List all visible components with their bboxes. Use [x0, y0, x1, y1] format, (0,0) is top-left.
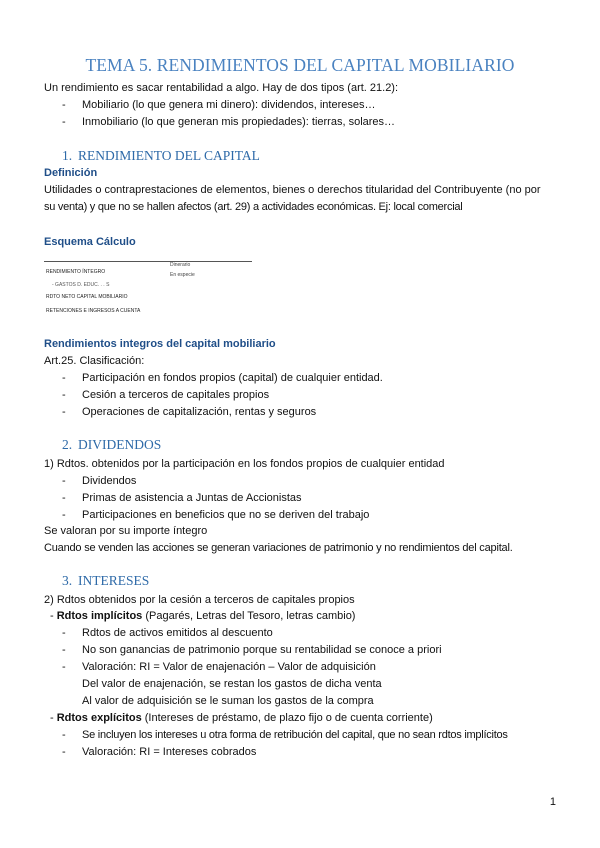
list-item — [62, 660, 376, 674]
section-heading-text: DIVIDENDOS — [78, 437, 162, 452]
paragraph: 2) Rdtos obtenidos por la cesión a terceros de capitales propios — [44, 594, 355, 606]
paragraph: Cuando se venden las acciones se generan variaciones de patrimonio y no rendimientos del capital. — [44, 542, 513, 554]
explicit-desc: (Intereses de préstamo, de plazo fijo o de cuenta corriente) — [141, 712, 433, 724]
list-item — [62, 98, 375, 112]
list-item-text: Inmobiliario (lo que generan mis propiedades): tierras, solares… — [82, 116, 396, 128]
bullet-dash: - — [62, 389, 66, 401]
schema-row: RENDIMIENTO ÍNTEGRO — [46, 269, 106, 275]
schema-note: En especie — [170, 272, 195, 278]
bullet-dash: - — [62, 406, 66, 418]
bullet-dash: - — [50, 610, 57, 622]
list-item-text: Se incluyen los intereses u otra forma de retribución del capital, que no sean rdtos implícitos — [82, 729, 508, 741]
bullet-dash: - — [62, 372, 66, 384]
article-line: Art.25. Clasificación: — [44, 355, 145, 367]
paragraph: 1) Rdtos. obtenidos por la participación en los fondos propios de cualquier entidad — [44, 458, 445, 470]
section-number: 3. — [62, 573, 73, 588]
list-item — [62, 371, 383, 385]
list-item — [62, 728, 508, 742]
bullet-dash: - — [50, 712, 57, 724]
schema-subheading: Esquema Cálculo — [44, 236, 136, 248]
list-item — [62, 508, 369, 522]
bullet-dash: - — [62, 116, 66, 128]
section-number: 2. — [62, 437, 73, 452]
list-item-text: Mobiliario (lo que genera mi dinero): dividendos, intereses… — [82, 99, 376, 111]
definition-subheading: Definición — [44, 167, 98, 179]
bullet-dash: - — [62, 492, 66, 504]
indented-line: Al valor de adquisición se le suman los gastos de la compra — [82, 695, 374, 707]
implicit-desc: (Pagarés, Letras del Tesoro, letras cambio) — [142, 610, 356, 622]
list-item-text: Participación en fondos propios (capital) de cualquier entidad. — [82, 372, 383, 384]
implicit-label: Rdtos implícitos — [56, 610, 143, 622]
bullet-dash: - — [62, 509, 66, 521]
list-item-text: Primas de asistencia a Juntas de Accionistas — [82, 492, 302, 504]
rendimientos-subheading: Rendimientos integros del capital mobiliario — [44, 338, 276, 350]
section-heading-3 — [62, 573, 149, 589]
section-number: 1. — [62, 148, 73, 163]
list-item-text: Operaciones de capitalización, rentas y seguros — [82, 406, 317, 418]
list-item — [62, 491, 302, 505]
schema-row: RDTO NETO CAPITAL MOBILIARIO — [46, 294, 128, 300]
list-item — [62, 388, 269, 402]
page-title: TEMA 5. RENDIMIENTOS DEL CAPITAL MOBILIARIO — [85, 55, 515, 75]
list-item-text: Dividendos — [82, 475, 137, 487]
calculation-schema — [44, 256, 254, 318]
bullet-dash: - — [62, 627, 66, 639]
definition-line: Utilidades o contraprestaciones de elementos, bienes o derechos titularidad del Contribuyente (no por — [44, 184, 541, 196]
list-item — [62, 626, 273, 640]
explicit-label: Rdtos explícitos — [56, 712, 142, 724]
section-heading-2 — [62, 437, 161, 453]
section-heading-text: INTERESES — [78, 573, 150, 588]
list-item-text: Valoración: RI = Valor de enajenación – Valor de adquisición — [82, 661, 376, 673]
list-item — [62, 405, 316, 419]
section-heading-text: RENDIMIENTO DEL CAPITAL — [78, 148, 260, 163]
list-item-text: Cesión a terceros de capitales propios — [82, 389, 270, 401]
list-item — [62, 643, 442, 657]
implicit-heading — [50, 609, 355, 623]
section-heading-1 — [62, 148, 260, 164]
schema-row: - GASTOS D. EDUC. . . S — [52, 282, 110, 288]
bullet-dash: - — [62, 475, 66, 487]
paragraph: Se valoran por su importe íntegro — [44, 525, 208, 537]
list-item-text: Rdtos de activos emitidos al descuento — [82, 627, 273, 639]
page-number: 1 — [549, 796, 556, 808]
list-item-text: No son ganancias de patrimonio porque su rentabilidad se conoce a priori — [82, 644, 442, 656]
list-item — [62, 115, 395, 129]
explicit-heading — [50, 711, 433, 725]
definition-line: su venta) y que no se hallen afectos (art. 29) a actividades económicas. Ej: local comercial — [44, 201, 463, 213]
bullet-dash: - — [62, 99, 66, 111]
intro-text: Un rendimiento es sacar rentabilidad a algo. Hay de dos tipos (art. 21.2): — [44, 82, 399, 94]
indented-line: Del valor de enajenación, se restan los gastos de dicha venta — [82, 678, 382, 690]
bullet-dash: - — [62, 729, 66, 741]
bullet-dash: - — [62, 644, 66, 656]
list-item — [62, 474, 136, 488]
schema-note: Dinerario — [170, 262, 191, 268]
divider — [44, 261, 252, 262]
list-item-text: Participaciones en beneficios que no se deriven del trabajo — [82, 509, 370, 521]
list-item — [62, 745, 256, 759]
list-item-text: Valoración: RI = Intereses cobrados — [82, 746, 257, 758]
schema-row: RETENCIONES E INGRESOS A CUENTA — [46, 308, 141, 314]
bullet-dash: - — [62, 661, 66, 673]
bullet-dash: - — [62, 746, 66, 758]
